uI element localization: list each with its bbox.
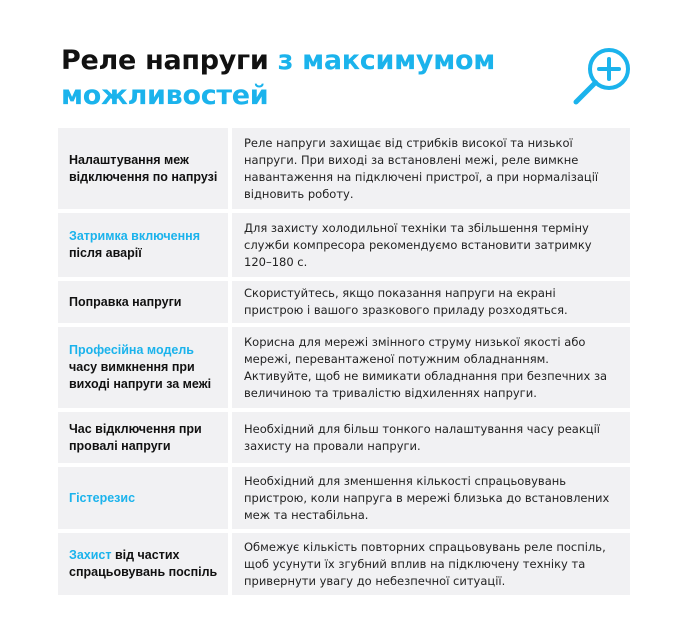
feature-description: Реле напруги захищає від стрибків високої та низької напруги. При виході за встановлені межі, реле вимкне навантаження на підключені пристрої, а при нормалізації відновить роботу. <box>232 128 630 209</box>
label-text: Налаштування меж відключення по напрузі <box>69 152 218 184</box>
feature-label <box>58 281 228 323</box>
table-row <box>58 281 630 323</box>
table-row <box>58 412 630 463</box>
feature-description: Скористуйтесь, якщо показання напруги на екрані пристрою і вашого зразкового приладу розходяться. <box>232 281 630 323</box>
feature-description: Корисна для мережі змінного струму низької якості або мережі, перевантаженої потужним обладнанням. Активуйте, щоб не вимикати обладнання при безпечних за величиною та тривалістю відхиленнях напруги. <box>232 327 630 408</box>
label-text: Поправка напруги <box>69 294 182 309</box>
feature-description: Необхідний для зменшення кількості спрацьовувань пристрою, коли напруга в мережі близька до встановлених меж та нестабільна. <box>232 467 630 529</box>
features-table <box>58 128 630 599</box>
feature-label <box>58 533 228 595</box>
search-plus-icon <box>571 44 635 108</box>
table-row <box>58 213 630 277</box>
page-title <box>61 43 541 113</box>
header <box>61 43 541 113</box>
feature-description: Обмежує кількість повторних спрацьовувань реле поспіль, щоб усунути їх згубний вплив на підключену техніку та привернути увагу до небезпечної ситуації. <box>232 533 630 595</box>
feature-label <box>58 213 228 277</box>
label-text: Час відключення при провалі напруги <box>69 421 202 453</box>
title-dark: Реле напруги <box>61 45 269 76</box>
label-highlight: Затримка включення <box>69 229 200 243</box>
title-accent: з максимумом можливостей <box>61 45 495 111</box>
feature-label <box>58 412 228 463</box>
label-highlight: Захист <box>69 548 112 562</box>
table-row <box>58 467 630 529</box>
table-row <box>58 327 630 408</box>
feature-description: Необхідний для більш тонкого налаштування часу реакції захисту на провали напруги. <box>232 412 630 463</box>
label-text: часу вимкнення при виході напруги за межі <box>69 360 212 391</box>
feature-label <box>58 327 228 408</box>
table-row <box>58 128 630 209</box>
table-row <box>58 533 630 595</box>
label-text: після аварії <box>69 246 142 260</box>
feature-description: Для захисту холодильної техніки та збільшення терміну служби компресора рекомендуємо встановити затримку 120–180 с. <box>232 213 630 277</box>
label-highlight: Професійна модель <box>69 343 194 357</box>
label-text: від частих спрацьовувань поспіль <box>69 548 218 579</box>
label-highlight: Гістерезис <box>69 490 136 505</box>
feature-label <box>58 128 228 209</box>
feature-label <box>58 467 228 529</box>
